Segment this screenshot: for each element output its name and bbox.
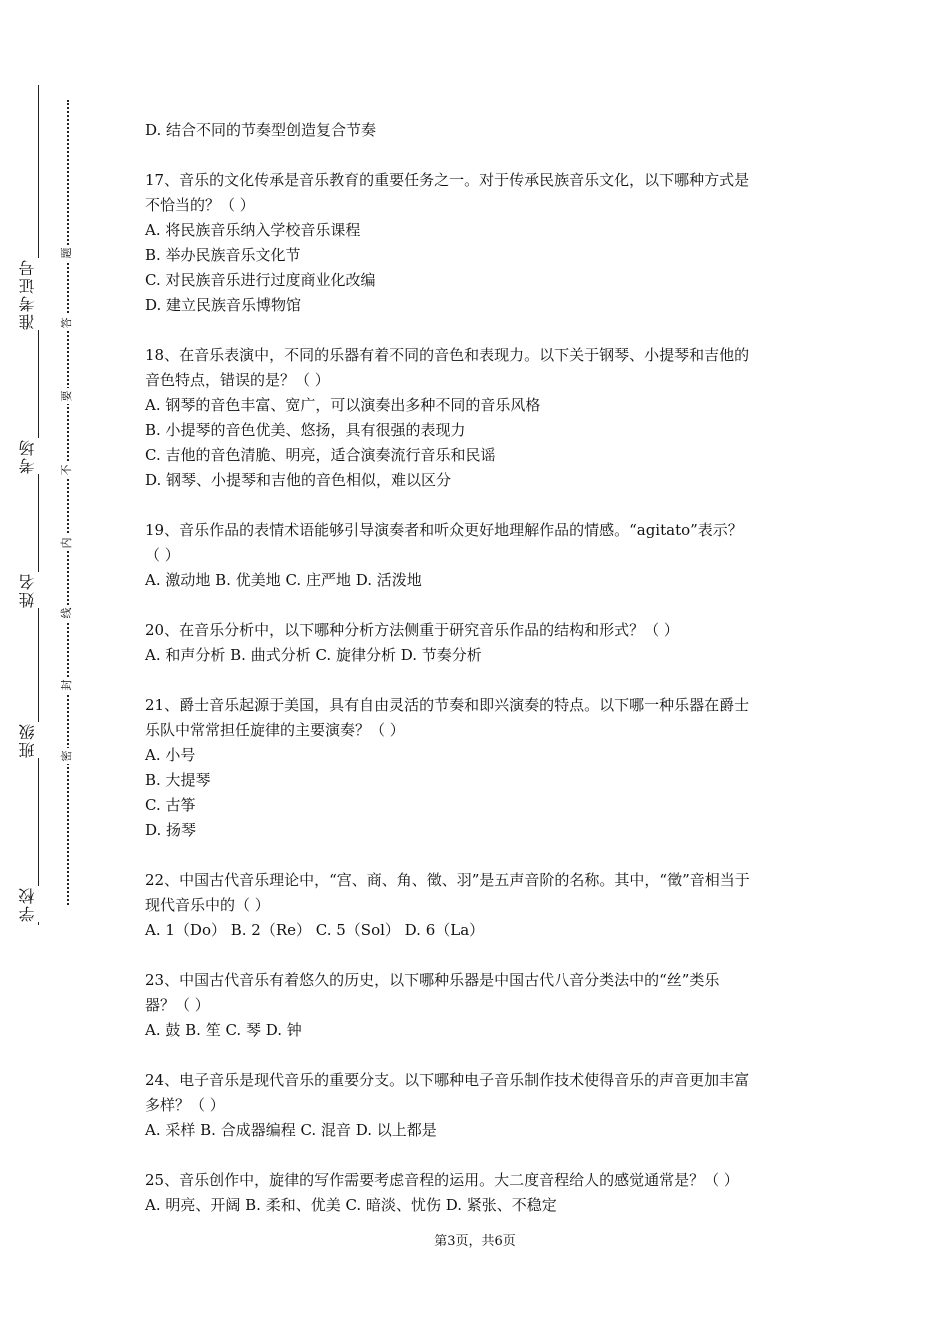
seal-char: 线	[59, 605, 75, 621]
question-stem: 22、中国古代音乐理论中，“宫、商、角、徵、羽”是五声音阶的名称。其中，“徵”音相当于	[145, 871, 750, 889]
option-text: D. 扬琴	[145, 821, 197, 839]
option-text: A. 将民族音乐纳入学校音乐课程	[145, 221, 361, 239]
option-text: B. 大提琴	[145, 771, 211, 789]
question-17	[145, 168, 825, 318]
option-text: C. 吉他的音色清脆、明亮，适合演奏流行音乐和民谣	[145, 446, 496, 464]
option-text: A. 明亮、开阔 B. 柔和、优美 C. 暗淡、忧伤 D. 紧张、不稳定	[145, 1196, 557, 1214]
question-24	[145, 1068, 825, 1143]
seal-char: 要	[59, 388, 75, 404]
seal-line	[67, 100, 69, 905]
question-stem: 20、在音乐分析中，以下哪种分析方法侧重于研究音乐作品的结构和形式？（ ）	[145, 621, 679, 639]
question-23	[145, 968, 825, 1043]
binding-rule	[38, 85, 39, 925]
seal-char: 封	[59, 677, 75, 693]
question-stem: 现代音乐中的（ ）	[145, 896, 270, 914]
option-text: D. 钢琴、小提琴和吉他的音色相似，难以区分	[145, 471, 452, 489]
option-text: C. 古筝	[145, 796, 196, 814]
binding-label-class: 班级	[20, 722, 46, 758]
question-stem: 23、中国古代音乐有着悠久的历史，以下哪种乐器是中国古代八音分类法中的“丝”类乐	[145, 971, 720, 989]
binding-label-exam-number: 准考证号	[20, 258, 46, 330]
seal-char: 内	[59, 535, 75, 551]
option-text: A. 1（Do） B. 2（Re） C. 5（Sol） D. 6（La）	[145, 921, 485, 939]
option-text: D. 建立民族音乐博物馆	[145, 296, 302, 314]
seal-char: 答	[59, 315, 75, 331]
page-number: 第3页，共6页	[434, 1234, 516, 1249]
question-stem: 24、电子音乐是现代音乐的重要分支。以下哪种电子音乐制作技术使得音乐的声音更加丰富	[145, 1071, 750, 1089]
option-text: C. 对民族音乐进行过度商业化改编	[145, 271, 376, 289]
question-stem: 音色特点，错误的是？（ ）	[145, 371, 330, 389]
option-text: A. 采样 B. 合成器编程 C. 混音 D. 以上都是	[145, 1121, 437, 1139]
question-stem: 器？（ ）	[145, 996, 210, 1014]
option-text: B. 小提琴的音色优美、悠扬，具有很强的表现力	[145, 421, 466, 439]
question-19	[145, 518, 825, 593]
option-text: A. 钢琴的音色丰富、宽广，可以演奏出多种不同的音乐风格	[145, 396, 541, 414]
binding-margin	[0, 0, 110, 1344]
question-list	[145, 118, 825, 1243]
question-25	[145, 1168, 825, 1218]
question-stem: 17、音乐的文化传承是音乐教育的重要任务之一。对于传承民族音乐文化，以下哪种方式是	[145, 171, 750, 189]
option-text: A. 激动地 B. 优美地 C. 庄严地 D. 活泼地	[145, 571, 422, 589]
option-text: B. 举办民族音乐文化节	[145, 246, 301, 264]
seal-char: 不	[59, 462, 75, 478]
question-stem: 不恰当的？（ ）	[145, 196, 255, 214]
question-stem: 乐队中常常担任旋律的主要演奏？（ ）	[145, 721, 405, 739]
question-21	[145, 693, 825, 843]
question-stem: 19、音乐作品的表情术语能够引导演奏者和听众更好地理解作品的情感。“agitato”表示？	[145, 521, 743, 539]
question-stem: 25、音乐创作中，旋律的写作需要考虑音程的运用。大二度音程给人的感觉通常是？（ ）	[145, 1171, 739, 1189]
binding-label-name: 姓名	[20, 572, 46, 608]
option-text: D. 结合不同的节奏型创造复合节奏	[145, 121, 377, 139]
option-text: A. 和声分析 B. 曲式分析 C. 旋律分析 D. 节奏分析	[145, 646, 482, 664]
question-stem: 18、在音乐表演中，不同的乐器有着不同的音色和表现力。以下关于钢琴、小提琴和吉他的	[145, 346, 750, 364]
seal-char: 密	[59, 748, 75, 764]
question-stem: 21、爵士音乐起源于美国，具有自由灵活的节奏和即兴演奏的特点。以下哪一种乐器在爵士	[145, 696, 750, 714]
question-18	[145, 343, 825, 493]
seal-char: 题	[59, 245, 75, 261]
option-text: A. 鼓 B. 笙 C. 琴 D. 钟	[145, 1021, 302, 1039]
question-stem: （ ）	[145, 546, 180, 564]
binding-label-school: 学校	[20, 886, 46, 922]
question-22	[145, 868, 825, 943]
binding-label-exam-room: 考场	[20, 438, 46, 474]
option-text: A. 小号	[145, 746, 196, 764]
question-20	[145, 618, 825, 668]
question-16-tail	[145, 118, 825, 143]
question-stem: 多样？（ ）	[145, 1096, 225, 1114]
